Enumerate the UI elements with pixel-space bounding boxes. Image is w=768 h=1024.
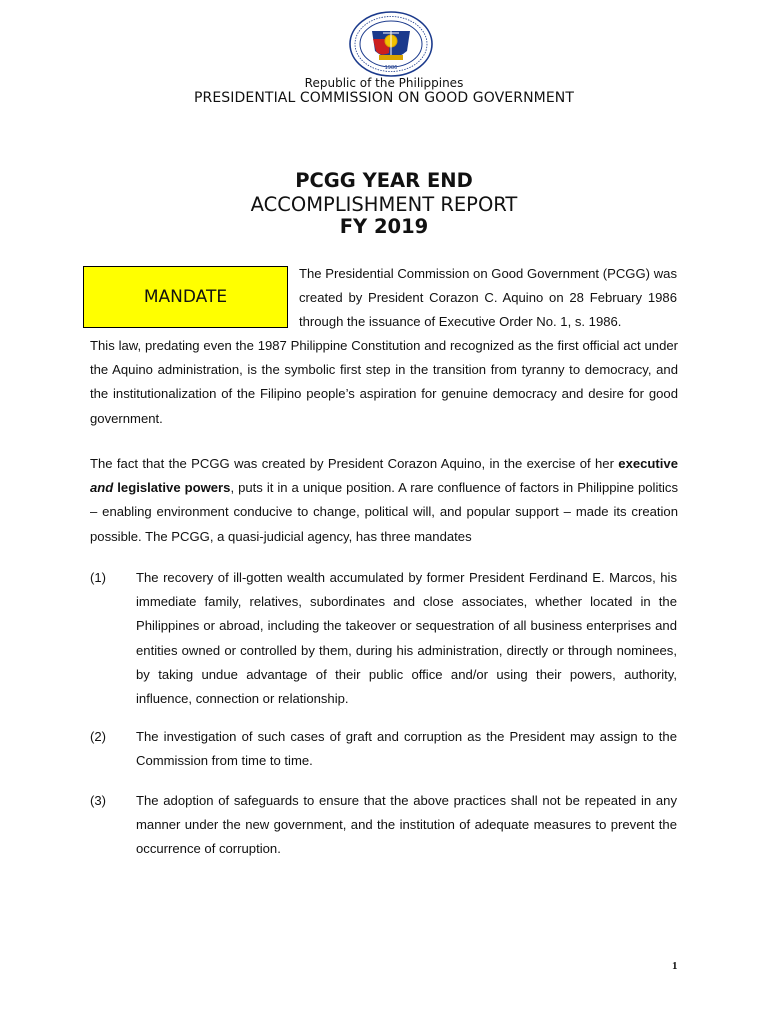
mandate-number-2: (2)	[90, 729, 107, 744]
paragraph-2-bold1: executive	[618, 456, 678, 471]
mandate-item-1: The recovery of ill-gotten wealth accumulated by former President Ferdinand E. Marcos, his immediate family, relatives, subordinates and close associates, whether located in the Philippines or abroad, including the takeover or sequestration of all business enterprises and entities owned or controlled by them, during his administration, directly or through nominees, by taking undue advantage of their public office and/or using their powers, authority, influence, connection or relationship.	[136, 570, 677, 707]
report-title-line3: FY 2019	[339, 215, 429, 238]
commission-name: PRESIDENTIAL COMMISSION ON GOOD GOVERNMENT	[193, 90, 575, 106]
seal-year: 1986	[384, 65, 398, 71]
page-number: 1	[672, 960, 678, 972]
report-title-line2: ACCOMPLISHMENT REPORT	[250, 193, 518, 216]
mandate-number-1: (1)	[90, 570, 107, 585]
report-title-line1: PCGG YEAR END	[295, 169, 473, 192]
paragraph-1-continued: This law, predating even the 1987 Philippine Constitution and recognized as the first official act under the Aquino administration, is the symbolic first step in the transition from tyranny to democracy, and the institutionalization of the Filipino people’s aspiration for genuine democracy and desire for good government.	[90, 338, 678, 426]
pcgg-seal	[349, 11, 433, 77]
paragraph-2-before: The fact that the PCGG was created by President Corazon Aquino, in the exercise of her	[90, 456, 619, 471]
paragraph-2-after: , puts it in a unique position. A rare confluence of factors in Philippine politics – enabling environment conducive to change, political will, and popular support – made its creation possible. The PCGG, a quasi-judicial agency, has three mandates	[90, 480, 678, 544]
mandate-number-3: (3)	[90, 793, 107, 808]
paragraph-2-bold-italic: and	[90, 480, 114, 496]
mandate-item-3: The adoption of safeguards to ensure that the above practices shall not be repeated in any manner under the new government, and the institution of adequate measures to prevent the occurrence of corruption.	[136, 793, 677, 857]
paragraph-2	[90, 452, 678, 549]
paragraph-1-intro: The Presidential Commission on Good Government (PCGG) was created by President Corazon C. Aquino on 28 February 1986 through the issuance of Executive Order No. 1, s. 1986.	[299, 266, 677, 330]
paragraph-2-bold2: legislative powers	[113, 480, 231, 496]
mandate-heading-box	[83, 266, 288, 328]
mandate-label: MANDATE	[143, 287, 228, 307]
mandate-item-2: The investigation of such cases of graft and corruption as the President may assign to the Commission from time to time.	[136, 729, 677, 769]
republic-line: Republic of the Philippines	[304, 76, 464, 90]
